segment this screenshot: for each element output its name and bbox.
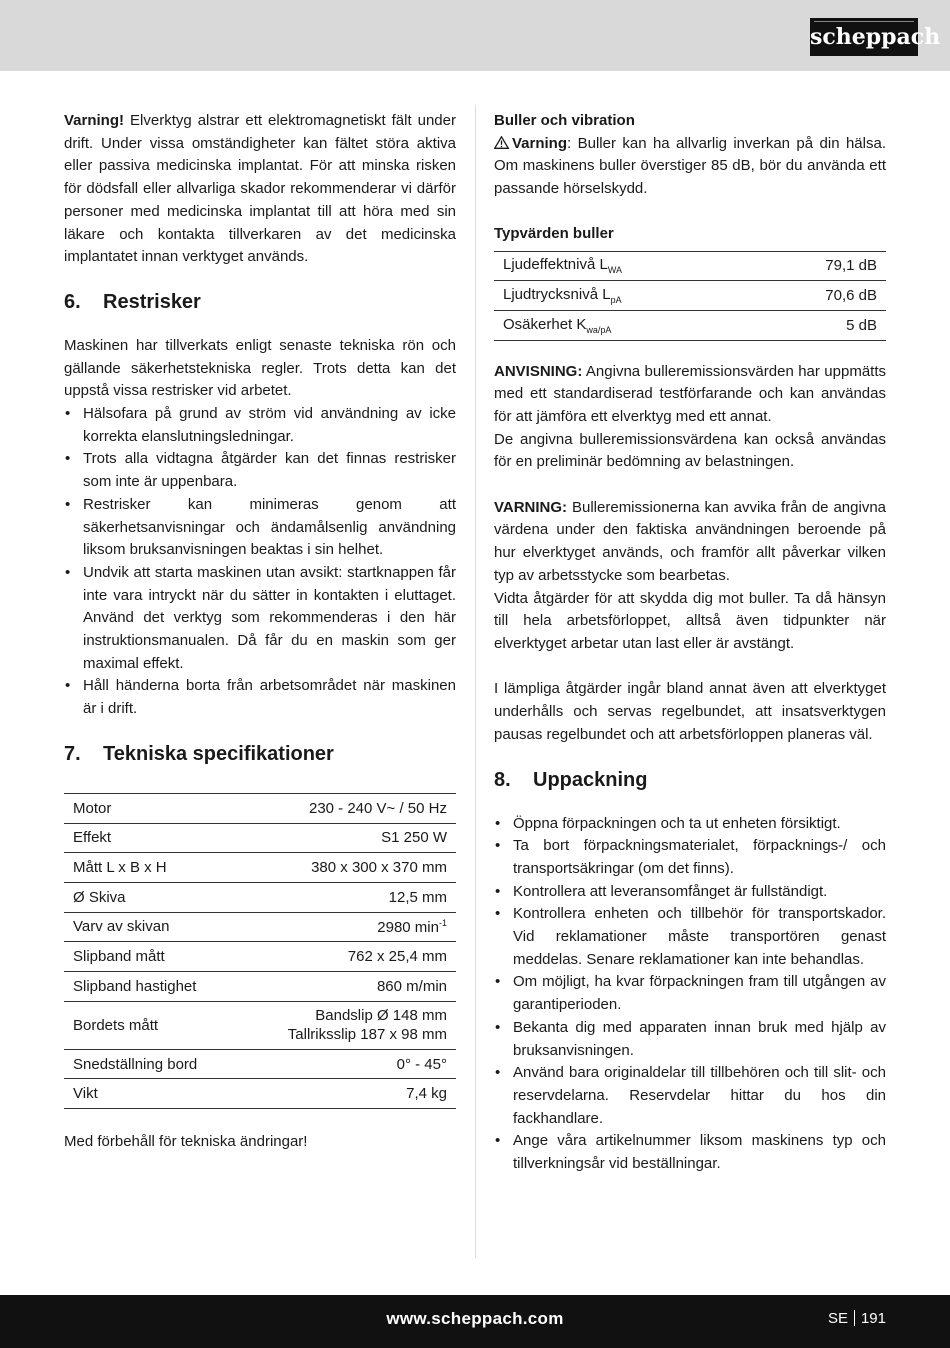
list-item: • Bekanta dig med apparaten innan bruk med hjälp av bruksanvisningen. [494,1017,886,1062]
brand-logo: scheppach [810,18,918,56]
technical-changes-note: Med förbehåll för tekniska ändringar! [64,1133,308,1151]
varning-paragraph-2: Vidta åtgärder för att skydda dig mot buller. Ta då hänsyn till hela arbetsförloppet, alltså även tidpunkter när elverktyget arbetar utan last eller är avstängt. [494,589,886,652]
page-number: 191 [860,1310,886,1327]
table-row [64,1001,456,1049]
spec-value-main: 2980 min [377,918,439,936]
spec-value-line: Bandslip Ø 148 mm [315,1007,447,1025]
list-item: • Håll händerna borta från arbetsområdet när maskinen är i drift. [64,675,456,720]
list-item: • Öppna förpackningen och ta ut enheten försiktigt. [494,813,886,836]
spec-label: Motor [64,793,239,823]
table-row [64,1049,456,1079]
warning-text: Elverktyg alstrar ett elektromagnetiskt fält under drift. Under vissa omständigheter kan fältet störa aktiva eller passiva medicinska implantat. För att minska risken för dödsfall eller allvarliga skador rekommenderar vi därför personer med medicinska implantat till att höra med sin läkare och kontakta tillverkaren av det medicinska implantatet innan verktyget används. [64,112,456,266]
section-number: 6. [64,290,81,313]
table-row [64,793,456,823]
noise-heading [494,110,886,133]
noise-label [494,281,754,311]
spec-value: 7,4 kg [239,1079,456,1109]
varning-paragraph [494,497,886,588]
noise-label-subscript: WA [607,265,622,276]
list-item: • Hälsofara på grund av ström vid användning av icke korrekta elanslutningsledningar. [64,403,456,448]
page-indicator [828,1310,886,1327]
language-code: SE [827,1310,848,1327]
noise-label-subscript: wa/pA [586,324,612,335]
table-row [494,281,886,311]
section-8-heading [494,767,886,793]
noise-label-text: Ljudeffektnivå L [503,256,608,274]
table-row [64,882,456,912]
emf-warning [64,110,456,269]
warning-text: : Buller kan ha allvarlig inverkan på din hälsa. Om maskinens buller överstiger 85 dB, bör du använda ett passande hörselskydd. [494,134,886,198]
spec-label: Slipband hastighet [64,972,239,1002]
list-item: • Om möjligt, ha kvar förpackningen fram till utgången av garantiperioden. [494,971,886,1016]
section-number: 8. [494,768,511,791]
spec-value: 0° - 45° [239,1049,456,1079]
noise-value: 5 dB [754,310,886,340]
column-divider [475,105,476,1258]
list-item: • Använd bara originaldelar till tillbehören och till slit- och reservdelarna. Reservdelar hittar du hos din fackhandlare. [494,1062,886,1130]
spec-value: 230 - 240 V~ / 50 Hz [239,793,456,823]
left-column [64,110,456,1154]
warning-label: Varning [512,134,568,152]
spec-value: 380 x 300 x 370 mm [239,853,456,883]
residual-risk-list [64,403,456,721]
section-6-heading [64,289,456,315]
table-row [64,1079,456,1109]
section-title: Uppackning [533,768,648,791]
header-bar [0,0,950,71]
noise-warning [494,133,886,201]
noise-label [494,310,754,340]
list-item: • Kontrollera enheten och tillbehör för transportskador. Vid reklamationer måste transportören genast meddelas. Senare reklamationer kan inte behandlas. [494,903,886,971]
anvisning-text: Angivna bulleremissionsvärden har uppmätts med ett standardiserad testförfarande och kan användas för att jämföra ett elverktyg med ett annat. [494,362,886,425]
spec-value [239,1001,456,1049]
spec-value: 12,5 mm [239,882,456,912]
section-6-intro: Maskinen har tillverkats enligt senaste tekniska rön och gällande säkerhetstekniska regler. Trots detta kan det uppstå vissa restrisker vid arbetet. [64,336,456,400]
section-title: Restrisker [103,290,201,313]
spec-value: 762 x 25,4 mm [239,942,456,972]
anvisning-label: ANVISNING: [494,362,583,380]
warning-label: Varning! [64,112,125,129]
spec-table [64,793,456,1109]
spec-label: Ø Skiva [64,882,239,912]
list-item: • Trots alla vidtagna åtgärder kan det finnas restrisker som inte är uppenbara. [64,448,456,493]
typical-noise-heading [494,223,886,246]
anvisning-paragraph-2: De angivna bulleremissionsvärdena kan också användas för en preliminär bedömning av belastningen. [494,430,886,471]
noise-heading-text: Buller och vibration [494,112,635,129]
section-title: Tekniska specifikationer [103,742,334,765]
spec-value-exponent: -1 [438,917,447,928]
spec-label: Slipband mått [64,942,239,972]
spec-label: Mått L x B x H [64,853,239,883]
spec-value: S1 250 W [239,823,456,853]
noise-label-text: Ljudtrycksnivå L [503,286,611,304]
measures-paragraph: I lämpliga åtgärder ingår bland annat även att elverktyget underhålls och servas regelbundet, att insatsverktygen pausas regelbundet och att arbetsförloppen planeras väl. [494,680,886,743]
noise-label-text: Osäkerhet K [503,315,587,333]
table-row [64,912,456,942]
unpacking-list [494,813,886,1176]
varning-label: VARNING: [494,498,568,516]
spec-value [239,912,456,942]
spec-value-line: Tallriksslip 187 x 98 mm [287,1026,447,1044]
table-row [64,853,456,883]
noise-value: 70,6 dB [754,281,886,311]
anvisning-paragraph [494,361,886,429]
list-item: • Restrisker kan minimeras genom att säkerhetsanvisningar och ändamålsenlig användning liksom bruksanvisningen beaktas i sin helhet. [64,494,456,562]
warning-triangle-icon [494,136,509,149]
spec-label: Varv av skivan [64,912,239,942]
footer-bar [0,1295,950,1348]
noise-label-subscript: pA [610,295,622,306]
spec-label: Bordets mått [64,1001,239,1049]
table-row [64,823,456,853]
typical-noise-heading-text: Typvärden buller [494,224,614,242]
list-item: • Kontrollera att leveransomfånget är fullständigt. [494,881,886,904]
noise-value: 79,1 dB [754,251,886,281]
section-7-heading [64,741,456,767]
varning-text: Bulleremissionerna kan avvika från de angivna värdena under den faktiska användningen beroende på hur elverktyget används, och framför allt påverkar vilken typ av arbetsstycke som bearbetas. [494,498,886,584]
list-item: • Undvik att starta maskinen utan avsikt: startknappen får inte vara intryckt när du sätter in kontakten i eluttaget. Använd det verktyg som rekommenderas i den här instruktionsmanualen. Då får du en maskin som ger maximal effekt. [64,562,456,676]
table-row [64,942,456,972]
right-column [494,110,886,1176]
section-number: 7. [64,742,81,765]
noise-label [494,251,754,281]
website-link[interactable]: www.scheppach.com [386,1309,564,1328]
spec-value: 860 m/min [239,972,456,1002]
spec-label: Vikt [64,1079,239,1109]
table-row [494,310,886,340]
table-row [494,251,886,281]
noise-table [494,251,886,341]
spec-label: Effekt [64,823,239,853]
list-item: • Ta bort förpackningsmaterialet, förpacknings-/ och transportsäkringar (om det finns). [494,835,886,880]
separator [854,1310,855,1326]
table-row [64,972,456,1002]
spec-label: Snedställning bord [64,1049,239,1079]
list-item: • Ange våra artikelnummer liksom maskinens typ och tillverkningsår vid beställningar. [494,1130,886,1175]
